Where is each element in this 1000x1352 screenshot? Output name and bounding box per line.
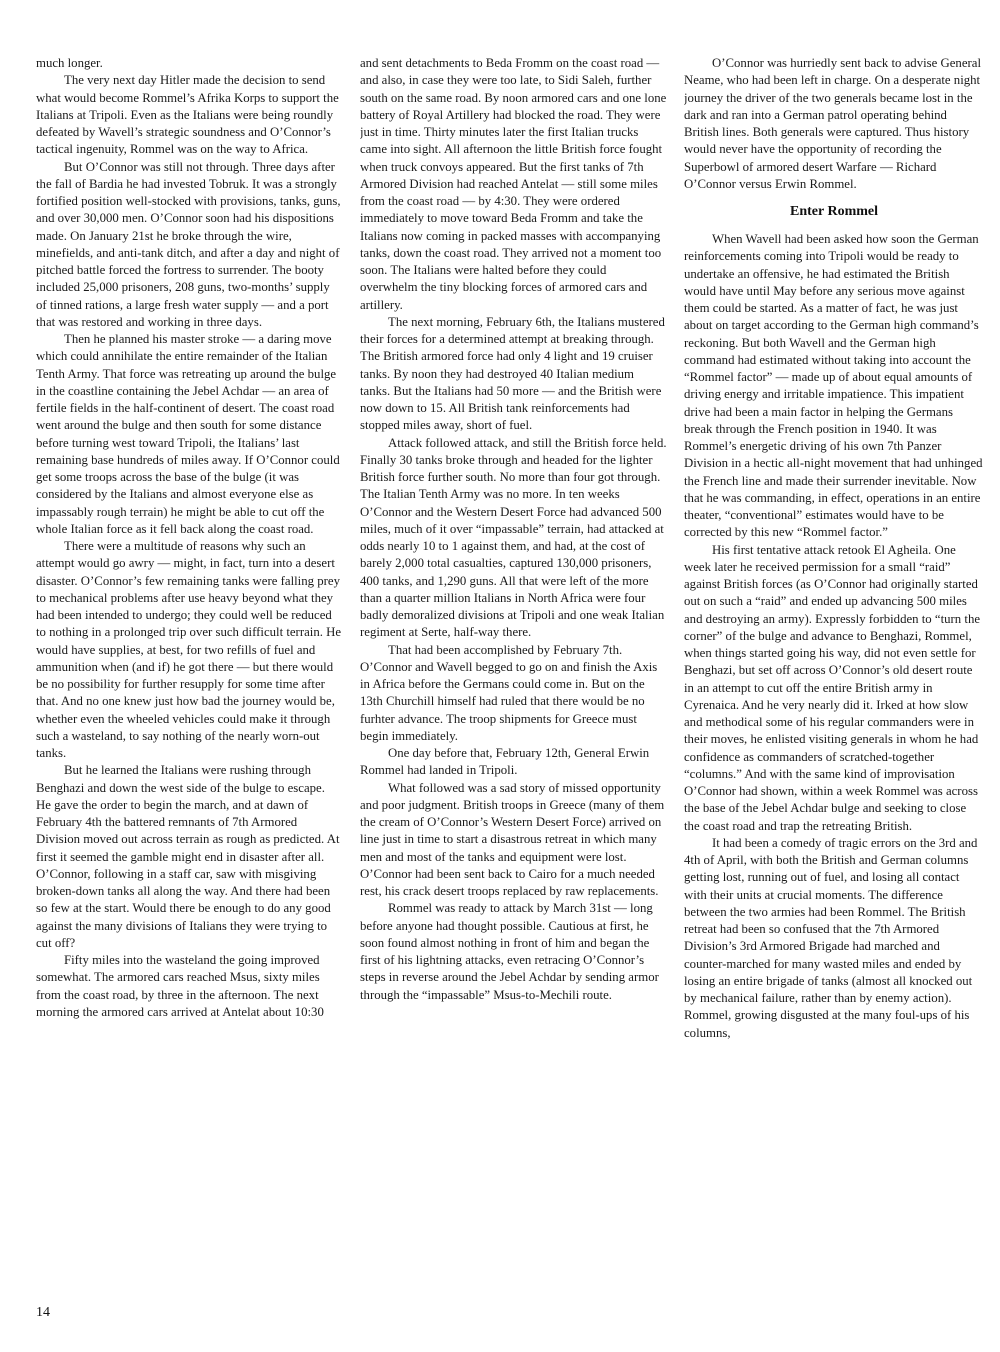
page-number: 14 <box>36 1305 50 1320</box>
paragraph: It had been a comedy of tragic errors on the 3rd and 4th of April, with both the British and German columns getting lost, running out of fuel, and losing all contact with their units at crucial moments. The difference between the two armies had been Rommel. The British retreat had been so confused that the 7th Armored Division’s 3rd Armored Brigade had marched and counter-marched for many wasted miles and ended by losing an entire brigade of tanks (almost all knocked out by mechanical failure, rather than by enemy action). Rommel, growing disgusted at the many foul-ups of his columns, <box>684 835 978 1040</box>
paragraph: The very next day Hitler made the decision to send what would become Rommel’s Afrika Korps to support the Italians at Tripoli. Even as the Italians were being roundly defeated by Wavell’s strategic soundness and O’Connor’s tactical ingenuity, Rommel was on the way to Africa. <box>36 73 339 157</box>
text-column-3 <box>684 55 984 1285</box>
text-column-2 <box>360 55 667 1285</box>
paragraph: What followed was a sad story of missed opportunity and poor judgment. British troops in Greece (many of them the cream of O’Connor’s Western Desert Force) arrived on line just in time to start a disastrous retreat in which many men and most of the tanks and equipment were lost. O’Connor had been sent back to Cairo for a much needed rest, his crack desert troops replaced by raw replacements. <box>360 780 665 898</box>
text-column-1 <box>36 55 342 1285</box>
paragraph: When Wavell had been asked how soon the German reinforcements coming into Tripoli would be ready to undertake an offensive, he had estimated the British would have until May before any serious move against them could be started. As a matter of fact, he was just about on target according to the German high command’s reckoning. But both Wavell and the German high command had estimated without taking into account the “Rommel factor” — made up of about equal amounts of driving energy and irritable impatience. This impatient drive had been a main factor in helping the Germans break through the French position in 1940. It was Rommel’s energetic driving of his own 7th Panzer Division in a hectic all-night movement that had unhinged the French line and made their surrender inevitable. Now that he was commanding, in effect, operations in an entire theater, “conventional” estimates would have to be corrected by this new “Rommel factor.” <box>684 232 983 540</box>
paragraph: But O’Connor was still not through. Three days after the fall of Bardia he had invested Tobruk. It was a strongly fortified position well-stocked with provisions, tanks, guns, and over 30,000 men. O’Connor soon had his dispositions made. On January 21st he broke through the wire, minefields, and anti-tank ditch, and after a day and night of pitched battle forced the fortress to surrender. The booty included 25,000 prisoners, 208 guns, two-months’ supply of tinned rations, a large fresh water supply — and a port that was restored and working in three days. <box>36 159 341 329</box>
paragraph: O’Connor was hurriedly sent back to advise General Neame, who had been left in charge. On a desperate night journey the driver of the two generals became lost in the dark and ran into a German patrol operating behind British lines. Both generals were captured. Thus history would never have the opportunity of recording the Superbowl of armored desert Warfare — Richard O’Connor versus Erwin Rommel. <box>684 56 982 191</box>
paragraph: One day before that, February 12th, General Erwin Rommel had landed in Tripoli. <box>360 746 650 778</box>
paragraph: There were a multitude of reasons why such an attempt would go awry — might, in fact, turn into a desert disaster. O’Connor’s few remaining tanks were falling prey to mechanical problems after use heavy beyond what they had been intended to undergo; they could well be reduced to nothing in a prolonged trip over such difficult terrain. He would have supplies, at best, for two refills of fuel and ammunition when (and if) he got there — but there would be no possibility for further resupply for some time after that. And no one knew just how bad the journey would be, whether even the wheeled vehicles could make it through such a wasteland, to say nothing of the nearly worn-out tanks. <box>36 539 342 760</box>
paragraph: Rommel was ready to attack by March 31st — long before anyone had thought possible. Cautious at first, he soon found almost nothing in front of him and began the first of his lightning attacks, even retracing O’Connor’s steps in reverse around the Jebel Achdar by sending armor through the “impassable” Msus-to-Mechili route. <box>360 901 659 1002</box>
paragraph: much longer. <box>36 56 103 70</box>
paragraph: The next morning, February 6th, the Italians mustered their forces for a determined attempt at breaking through. The British armored force had only 4 light and 19 cruiser tanks. By noon they had destroyed 40 Italian medium tanks. But the Italians had 50 more — and the British were now down to 15. All British tank reinforcements had stopped miles away, short of fuel. <box>360 314 665 433</box>
paragraph: Then he planned his master stroke — a daring move which could annihilate the entire remainder of the Italian Tenth Army. That force was retreating up around the bulge in the coastline containing the Jebel Achdar — an area of fertile fields in the half-continent of desert. The coast road went around the bulge and then south for some distance before turning west toward Tripoli, the Italians’ last remaining base hundreds of miles away. If O’Connor could get some troops across the base of the bulge (it was considered by the Italians and almost everyone else as impassably rough terrain) he might be able to cut off the whole Italian force as it fell back along the coast road. <box>36 332 340 536</box>
paragraph: But he learned the Italians were rushing through Benghazi and down the west side of the bulge to escape. He gave the order to begin the march, and at dawn of February 4th the battered remnants of 7th Armored Division moved out across terrain as rough as predicted. At first it seemed the gamble might end in disaster after all. O’Connor, following in a staff car, saw with misgiving broken-down tanks all along the way. And there had been so few at the start. Would there be enough to do any good against the many divisions of Italians they were trying to cut off? <box>36 763 340 950</box>
paragraph: Fifty miles into the wasteland the going improved somewhat. The armored cars reached Msus, sixty miles from the coast road, by three in the afternoon. The next morning the armored cars arrived at Antelat about 10:30 <box>36 953 324 1019</box>
section-heading: Enter Rommel <box>790 204 878 219</box>
paragraph: His first tentative attack retook El Agheila. One week later he received permission for a small “raid” against British forces (as O’Connor had originally started out on such a “raid” and ended up advancing 500 miles and destroying an army). Expressly forbidden to “turn the corner” of the bulge and advance to Benghazi, Rommel, when things started going his way, did not even settle for Benghazi, but set off across O’Connor’s old desert route in an attempt to cut off the entire British army in Cyrenaica. And he very nearly did it. Irked at how slow and methodical some of his regular commanders were in their moves, he enlisted visiting generals in whom he had confidence as commanders of scratched-together “columns.” And with the same kind of improvisation O’Connor had shown, within a week Rommel was across the base of the Jebel Achdar bulge and seeking to close the coast road and trap the retreating British. <box>684 542 981 833</box>
paragraph: and sent detachments to Beda Fromm on the coast road — and also, in case they were too late, to Sidi Saleh, further south on the same road. By noon armored cars and one lone battery of Royal Artillery had blocked the road. They were just in time. Thirty minutes later the first Italian trucks came into sight. All afternoon the little British force fought when truck convoys appeared. But the first tanks of 7th Armored Division had reached Antelat — still some miles from the coast road — by 4:30. They were ordered immediately to move toward Beda Fromm and take the Italians now coming in packed masses with accompanying tanks, down the coast road. They arrived not a moment too soon. The Italians were halted before they could overwhelm the tiny blocking forces of armored cars and artillery. <box>360 56 667 312</box>
paragraph: Attack followed attack, and still the British force held. Finally 30 tanks broke through and headed for the lighter British force further south. No more than four got through. The Italian Tenth Army was no more. In ten weeks O’Connor and the Western Desert Force had advanced 500 miles, much of it over “impassable” terrain, had attacked at odds nearly 10 to 1 against them, and had, at the cost of barely 2,000 total casualties, captured 130,000 prisoners, 400 tanks, and 1,290 guns. All that were left of the more than a quarter million Italians in North Africa were four badly demoralized divisions at Tripoli and one weak Italian regiment at Serte, half-way there. <box>360 435 667 640</box>
paragraph: That had been accomplished by February 7th. O’Connor and Wavell begged to go on and finish the Axis in Africa before the Germans could come in. But on the 13th Churchill himself had ruled that there would be no furhter advance. The troop shipments for Greece must begin immediately. <box>360 642 658 743</box>
